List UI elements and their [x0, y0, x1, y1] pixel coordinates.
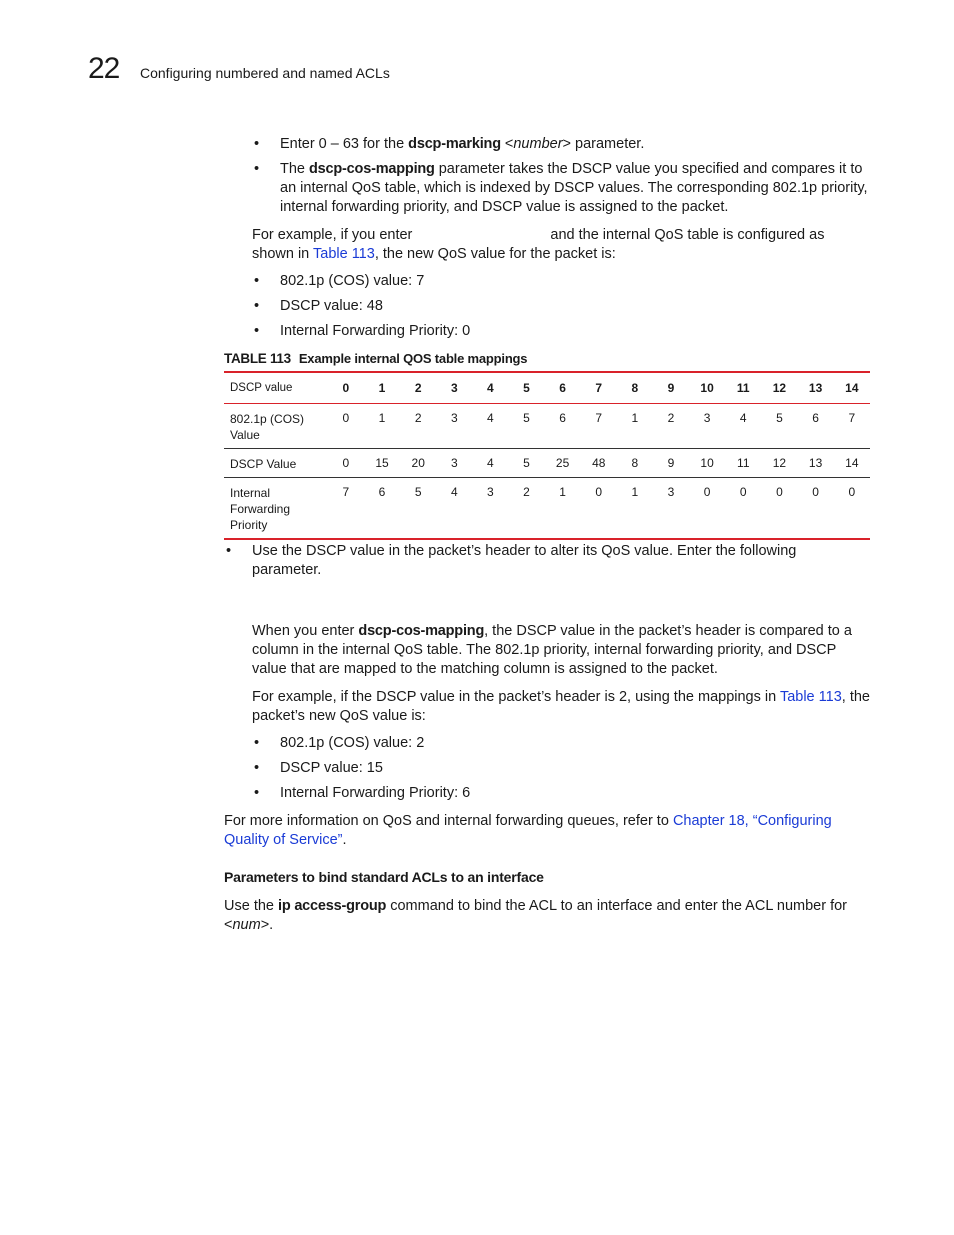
chapter-link[interactable]: Chapter 18, “Configuring Quality of Service”: [224, 813, 832, 848]
table-cell: 48: [581, 449, 617, 478]
table-cell: 7: [581, 404, 617, 449]
list-item: • DSCP value: 48: [254, 298, 383, 314]
section-subheading: Parameters to bind standard ACLs to an interface: [224, 869, 544, 885]
table-cell: 5: [508, 449, 544, 478]
table-cell: 4: [436, 478, 472, 540]
bullet-icon: •: [254, 323, 260, 339]
column-header: 9: [653, 372, 689, 404]
bullet-icon: •: [254, 136, 260, 152]
table-cell: 0: [581, 478, 617, 540]
table-caption: [224, 350, 527, 366]
row-label: DSCP Value: [224, 449, 328, 478]
column-header: 1: [364, 372, 400, 404]
table-cell: 6: [364, 478, 400, 540]
column-header: 3: [436, 372, 472, 404]
table-cell: 0: [798, 478, 834, 540]
table-cell: 3: [689, 404, 725, 449]
table-cell: 4: [472, 404, 508, 449]
table-cell: 2: [400, 404, 436, 449]
bullet-icon: •: [254, 735, 260, 751]
table-cell: 1: [617, 478, 653, 540]
table-cell: 25: [545, 449, 581, 478]
table-cell: 0: [725, 478, 761, 540]
table-cell: 5: [508, 404, 544, 449]
column-header: 2: [400, 372, 436, 404]
table-cell: 5: [761, 404, 797, 449]
parameter-arg: num: [232, 917, 261, 933]
parameter-arg: number: [513, 136, 563, 152]
column-header: 6: [545, 372, 581, 404]
table-cell: 0: [328, 449, 364, 478]
table-cell: 0: [761, 478, 797, 540]
table-cell: 20: [400, 449, 436, 478]
bullet-icon: •: [254, 785, 260, 801]
table-cell: 1: [617, 404, 653, 449]
list-item: • Internal Forwarding Priority: 6: [254, 785, 471, 801]
more-info-paragraph: For more information on QoS and internal forwarding queues, refer to Chapter 18, “Configuring Quality of Service”.: [224, 813, 832, 848]
table-cell: 3: [472, 478, 508, 540]
command-keyword: dscp-cos-mapping: [358, 623, 485, 639]
table-cell: 6: [545, 404, 581, 449]
list-item: • Use the DSCP value in the packet’s header to alter its QoS value. Enter the following parameter.: [226, 543, 797, 578]
table-cell: 12: [761, 449, 797, 478]
column-header: 10: [689, 372, 725, 404]
table-row: [224, 404, 870, 449]
list-item: • 802.1p (COS) value: 2: [254, 735, 425, 751]
table-cell: 3: [436, 404, 472, 449]
column-header: 7: [581, 372, 617, 404]
table-link[interactable]: Table 113: [313, 246, 375, 262]
command-keyword: dscp-marking: [408, 136, 501, 152]
column-header: 5: [508, 372, 544, 404]
table-cell: 7: [328, 478, 364, 540]
chapter-number: 22: [88, 52, 120, 85]
table-cell: 5: [400, 478, 436, 540]
table-cell: 0: [328, 404, 364, 449]
row-label: 802.1p (COS) Value: [224, 404, 328, 449]
bind-paragraph: Use the ip access-group command to bind the ACL to an interface and enter the ACL number for <num>.: [224, 898, 847, 933]
chapter-title: Configuring numbered and named ACLs: [140, 65, 390, 81]
table-label: TABLE 113: [224, 351, 291, 366]
command-keyword: dscp-cos-mapping: [309, 161, 435, 177]
table-title: Example internal QOS table mappings: [298, 351, 528, 366]
table-cell: 14: [834, 449, 870, 478]
column-header: 14: [834, 372, 870, 404]
table-cell: 11: [725, 449, 761, 478]
table-cell: 9: [653, 449, 689, 478]
list-item: • 802.1p (COS) value: 7: [254, 273, 425, 289]
qos-mapping-table: [224, 371, 870, 540]
column-header: 13: [798, 372, 834, 404]
table-cell: 6: [798, 404, 834, 449]
table-header-label: DSCP value: [224, 372, 328, 404]
table-cell: 10: [689, 449, 725, 478]
column-header: 12: [761, 372, 797, 404]
when-paragraph: When you enter dscp-cos-mapping, the DSCP value in the packet’s header is compared to a column in the internal QoS table. The 802.1p priority, internal forwarding priority, and DSCP value that are mapped to the matching column is assigned to the packet.: [252, 623, 852, 677]
table-cell: 1: [364, 404, 400, 449]
bullet-icon: •: [254, 760, 260, 776]
table-link[interactable]: Table 113: [779, 689, 842, 705]
bullet-icon: •: [226, 543, 232, 559]
bullet-icon: •: [254, 161, 260, 177]
bullet-icon: •: [254, 298, 260, 314]
example-paragraph: For example, if you enter and the internal QoS table is configured as shown in Table 113, the new QoS value for the packet is:: [252, 227, 825, 262]
column-header: 4: [472, 372, 508, 404]
table-cell: 7: [834, 404, 870, 449]
list-item: • Internal Forwarding Priority: 0: [254, 323, 471, 339]
table-cell: 4: [472, 449, 508, 478]
table-cell: 15: [364, 449, 400, 478]
column-header: 0: [328, 372, 364, 404]
list-item: • Enter 0 – 63 for the dscp-marking <number> parameter.: [254, 136, 645, 152]
table-cell: 0: [834, 478, 870, 540]
column-header: 8: [617, 372, 653, 404]
table-row: [224, 449, 870, 478]
column-header: 11: [725, 372, 761, 404]
command-keyword: ip access-group: [278, 898, 387, 914]
table-cell: 2: [508, 478, 544, 540]
table-header-row: [224, 372, 870, 404]
table-cell: 2: [653, 404, 689, 449]
table-cell: 3: [653, 478, 689, 540]
table-cell: 3: [436, 449, 472, 478]
table-row: [224, 478, 870, 540]
example-paragraph: For example, if the DSCP value in the packet’s header is 2, using the mappings in Table 113, the packet’s new QoS value is:: [252, 689, 870, 724]
table-cell: 13: [798, 449, 834, 478]
bullet-icon: •: [254, 273, 260, 289]
table-cell: 4: [725, 404, 761, 449]
table-cell: 0: [689, 478, 725, 540]
list-item: • DSCP value: 15: [254, 760, 383, 776]
table-cell: 8: [617, 449, 653, 478]
table-cell: 1: [545, 478, 581, 540]
list-item: • The dscp-cos-mapping parameter takes the DSCP value you specified and compares it to an internal QoS table, which is indexed by DSCP values. The corresponding 802.1p priority, internal forwarding priority, and DSCP value is assigned to the packet.: [254, 161, 868, 215]
row-label: Internal Forwarding Priority: [224, 478, 328, 540]
